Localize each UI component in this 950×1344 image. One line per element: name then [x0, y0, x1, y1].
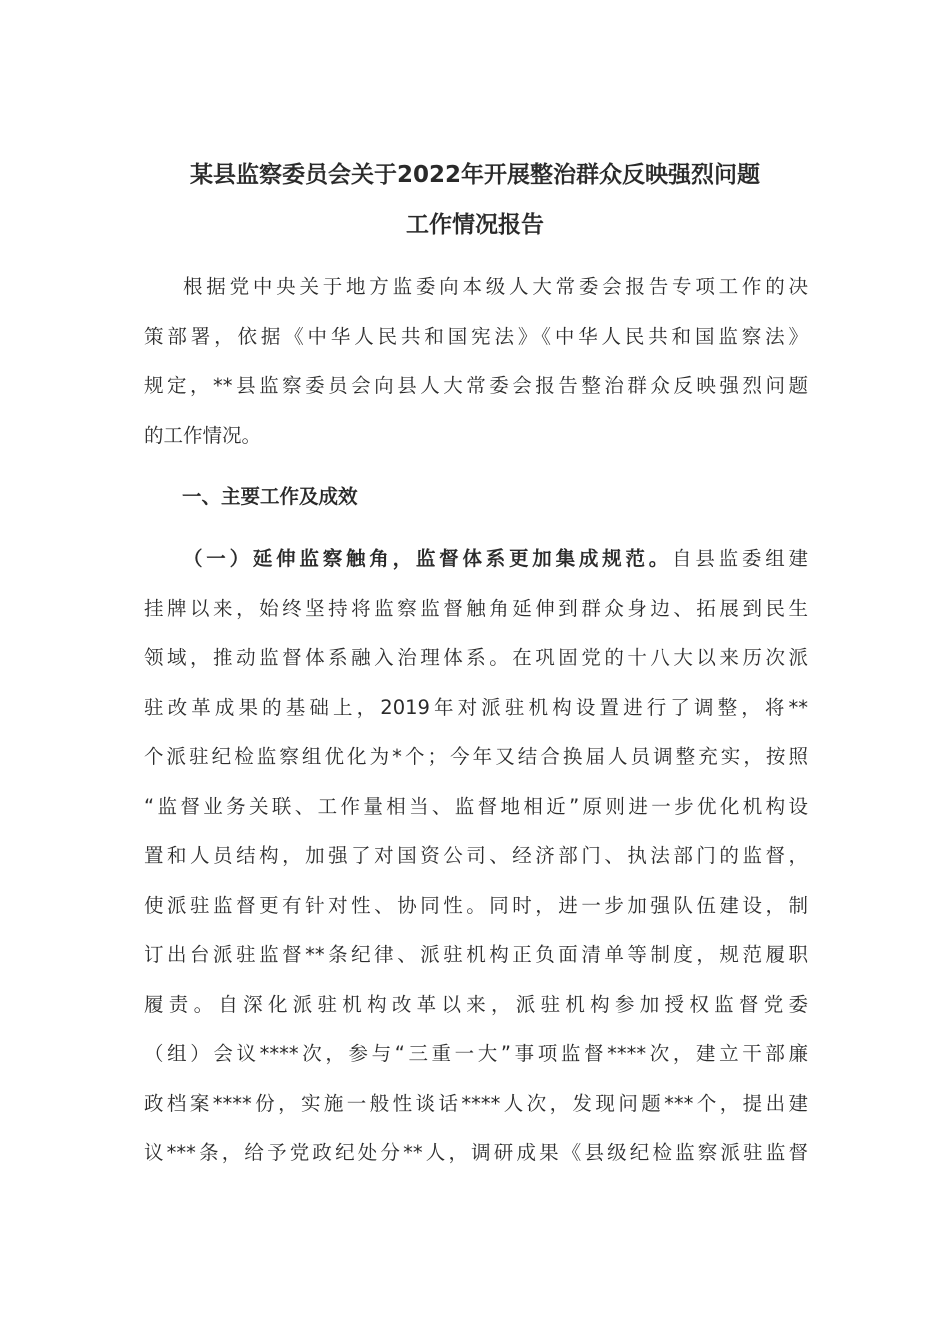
intro-paragraph: [144, 262, 808, 460]
main-line-12: 政档案****份，实施一般性谈话****人次，发现问题***个，提出建: [144, 1091, 808, 1115]
main-line-1-rest: 自县监委组建: [672, 547, 808, 570]
intro-line-1: 根据党中央关于地方监委向本级人大常委会报告专项工作的决: [183, 275, 808, 298]
main-line-13: 议***条，给予党政纪处分**人，调研成果《县级纪检监察派驻监督: [144, 1141, 808, 1164]
main-line-8: 使派驻监督更有针对性、协同性。同时，进一步加强队伍建设，制: [144, 893, 808, 917]
main-line-7: 置和人员结构，加强了对国资公司、经济部门、执法部门的监督，: [144, 844, 808, 867]
subsection-heading: （一）延伸监察触角，监督体系更加集成规范。: [183, 547, 673, 570]
intro-line-3: 规定，**县监察委员会向县人大常委会报告整治群众反映强烈问题: [144, 374, 808, 397]
main-line-3: 领域，推动监督体系融入治理体系。在巩固党的十八大以来历次派: [144, 646, 808, 669]
intro-line-2: 策部署，依据《中华人民共和国宪法》《中华人民共和国监察法》: [144, 324, 808, 348]
main-line-10: 履责。自深化派驻机构改革以来，派驻机构参加授权监督党委: [144, 992, 808, 1016]
main-line-5: 个派驻纪检监察组优化为*个；今年又结合换届人员调整充实，按照: [144, 745, 808, 768]
title-line-1: 某县监察委员会关于2022年开展整治群众反映强烈问题: [189, 162, 760, 188]
main-line-1: [144, 534, 808, 584]
main-line-4: 驻改革成果的基础上，2019年对派驻机构设置进行了调整，将**: [144, 695, 808, 719]
main-line-9: 订出台派驻监督**条纪律、派驻机构正负面清单等制度，规范履职: [144, 943, 808, 966]
main-line-2: 挂牌以来，始终坚持将监察监督触角延伸到群众身边、拓展到民生: [144, 596, 808, 620]
document-title: [142, 150, 808, 250]
title-line-2: 工作情况报告: [406, 212, 544, 238]
main-line-11: （组）会议****次，参与“三重一大”事项监督****次，建立干部廉: [144, 1042, 808, 1065]
intro-line-4: 的工作情况。: [144, 423, 262, 447]
main-line-6: “监督业务关联、工作量相当、监督地相近”原则进一步优化机构设: [144, 794, 808, 818]
main-paragraph: [144, 534, 808, 1178]
section-heading: 一、主要工作及成效: [182, 485, 358, 508]
